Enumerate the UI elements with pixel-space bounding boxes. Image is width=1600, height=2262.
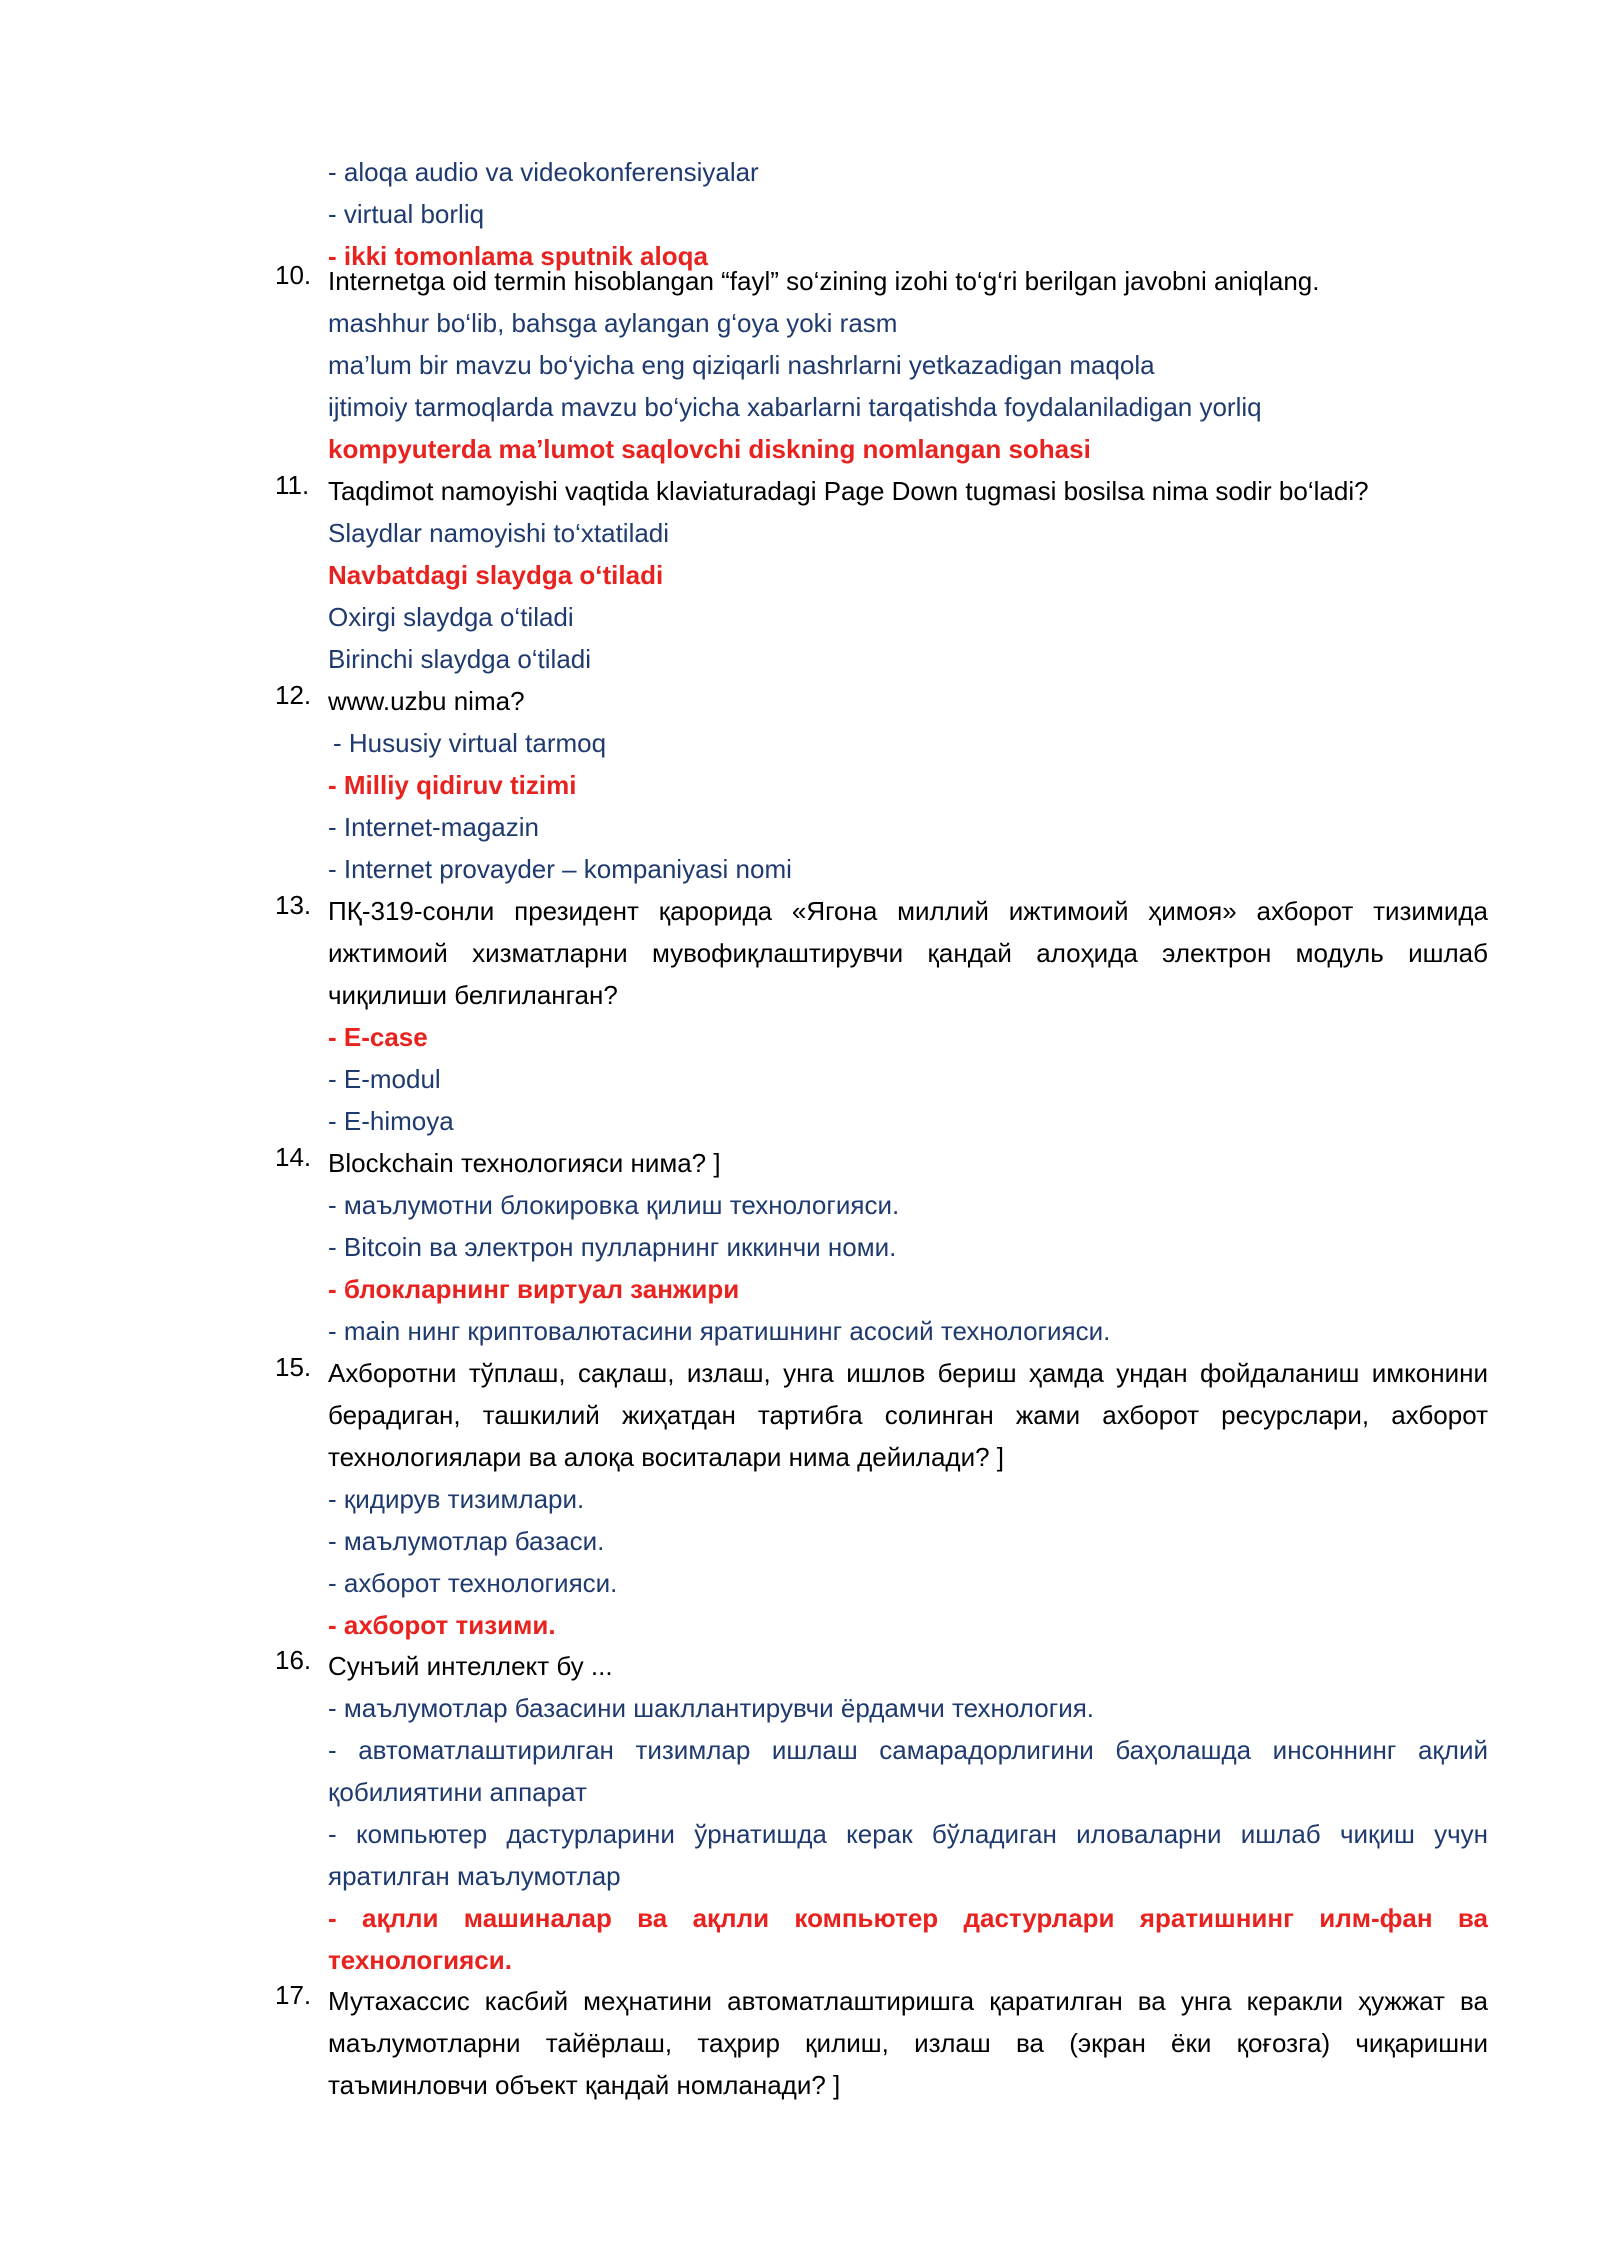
question-text: Мутахассис касбий меҳнатини автоматлаштиришга қаратилган ва унга керакли ҳужжат ва маълумотларни тайёрлаш, таҳрир қилиш, излаш ва (экран ёки қоғозга) чиқаришни таъминловчи объект қандай номланади? ] (328, 1986, 1488, 2100)
question-text: Сунъий интеллект бу ... (328, 1651, 613, 1681)
answer-option: - main нинг криптовалютасини яратишнинг асосий технологияси. (328, 1316, 1111, 1346)
correct-answer-option: - ахборот тизими. (328, 1610, 556, 1640)
question-number: 15. (275, 1352, 312, 1382)
answer-option: - E-himoya (328, 1106, 454, 1136)
answer-option: - aloqa audio va videokonferensiyalar (328, 157, 759, 187)
question-text: Ахборотни тўплаш, сақлаш, излаш, унга ишлов бериш ҳамда ундан фойдаланиш имконини берадиган, ташкилий жиҳатдан тартибга солинган жами ахборот ресурслари, ахборот технологиялари ва алоқа воситалари нима дейилади? ] (328, 1358, 1488, 1472)
question-number: 10. (275, 260, 312, 290)
answer-option: mashhur bo‘lib, bahsga aylangan g‘oya yoki rasm (328, 308, 898, 338)
answer-option: ijtimoiy tarmoqlarda mavzu bo‘yicha xabarlarni tarqatishda foydalaniladigan yorliq (328, 392, 1262, 422)
answer-option: Oxirgi slaydga o‘tiladi (328, 602, 574, 632)
question-13 (0, 890, 1600, 1142)
question-text: Taqdimot namoyishi vaqtida klaviaturadagi Page Down tugmasi bosilsa nima sodir bo‘ladi? (328, 476, 1369, 506)
question-number: 11. (275, 470, 310, 500)
answer-option: - маълумотни блокировка қилиш технологияси. (328, 1190, 900, 1220)
question-16 (0, 1645, 1600, 1981)
answer-option: - қидирув тизимлари. (328, 1484, 585, 1514)
question-number: 12. (275, 680, 312, 710)
question-number: 13. (275, 890, 312, 920)
correct-answer-option: Navbatdagi slaydga o‘tiladi (328, 560, 664, 590)
answer-option: - Hususiy virtual tarmoq (333, 728, 607, 758)
question-text: Internetga oid termin hisoblangan “fayl” so‘zining izohi to‘g‘ri berilgan javobni aniqlang. (328, 266, 1320, 296)
answer-option: Slaydlar namoyishi to‘xtatiladi (328, 518, 670, 548)
answer-option: - маълумотлар базаси. (328, 1526, 605, 1556)
answer-option: - Bitcoin ва электрон пулларнинг иккинчи номи. (328, 1232, 897, 1262)
correct-answer-option: - ақлли машиналар ва ақлли компьютер дастурлари яратишнинг илм-фан ва технологияси. (328, 1903, 1488, 1975)
answer-option: - ахборот технологияси. (328, 1568, 618, 1598)
answer-option: - автоматлаштирилган тизимлар ишлаш самарадорлигини баҳолашда инсоннинг ақлий қобилиятини аппарат (328, 1735, 1488, 1807)
answer-option: - компьютер дастурларини ўрнатишда керак бўладиган иловаларни ишлаб чиқиш учун яратилган маълумотлар (328, 1819, 1488, 1891)
answer-option: - Internet-magazin (328, 812, 539, 842)
answer-option: - virtual borliq (328, 199, 485, 229)
answer-option: ma’lum bir mavzu bo‘yicha eng qiziqarli nashrlarni yetkazadigan maqola (328, 350, 1155, 380)
answer-option: - маълумотлар базасини шакллантирувчи ёрдамчи технология. (328, 1693, 1095, 1723)
answer-option: Birinchi slaydga o‘tiladi (328, 644, 592, 674)
question-text: Blockchain технологияси нима? ] (328, 1148, 721, 1178)
correct-answer-option: - Milliy qidiruv tizimi (328, 770, 577, 800)
previous-question-options (0, 151, 1600, 277)
question-11 (0, 470, 1600, 680)
question-14 (0, 1142, 1600, 1352)
question-text: ПҚ-319-сонли президент қарорида «Ягона миллий ижтимоий ҳимоя» ахборот тизимида ижтимоий хизматларни мувофиқлаштирувчи қандай алоҳида электрон модуль ишлаб чиқилиши белгиланган? (328, 896, 1488, 1010)
correct-answer-option: - E-case (328, 1022, 428, 1052)
question-text: www.uzbu nima? (328, 686, 525, 716)
correct-answer-option: - ikki tomonlama sputnik aloqa (328, 241, 708, 271)
question-17 (0, 1980, 1600, 2106)
question-12 (0, 680, 1600, 890)
answer-option: - Internet provayder – kompaniyasi nomi (328, 854, 792, 884)
question-10 (0, 260, 1600, 470)
correct-answer-option: - блокларнинг виртуал занжири (328, 1274, 740, 1304)
question-15 (0, 1352, 1600, 1646)
correct-answer-option: kompyuterda ma’lumot saqlovchi diskning nomlangan sohasi (328, 434, 1091, 464)
question-number: 14. (275, 1142, 312, 1172)
question-number: 17. (275, 1980, 312, 2010)
answer-option: - E-modul (328, 1064, 441, 1094)
question-number: 16. (275, 1645, 312, 1675)
